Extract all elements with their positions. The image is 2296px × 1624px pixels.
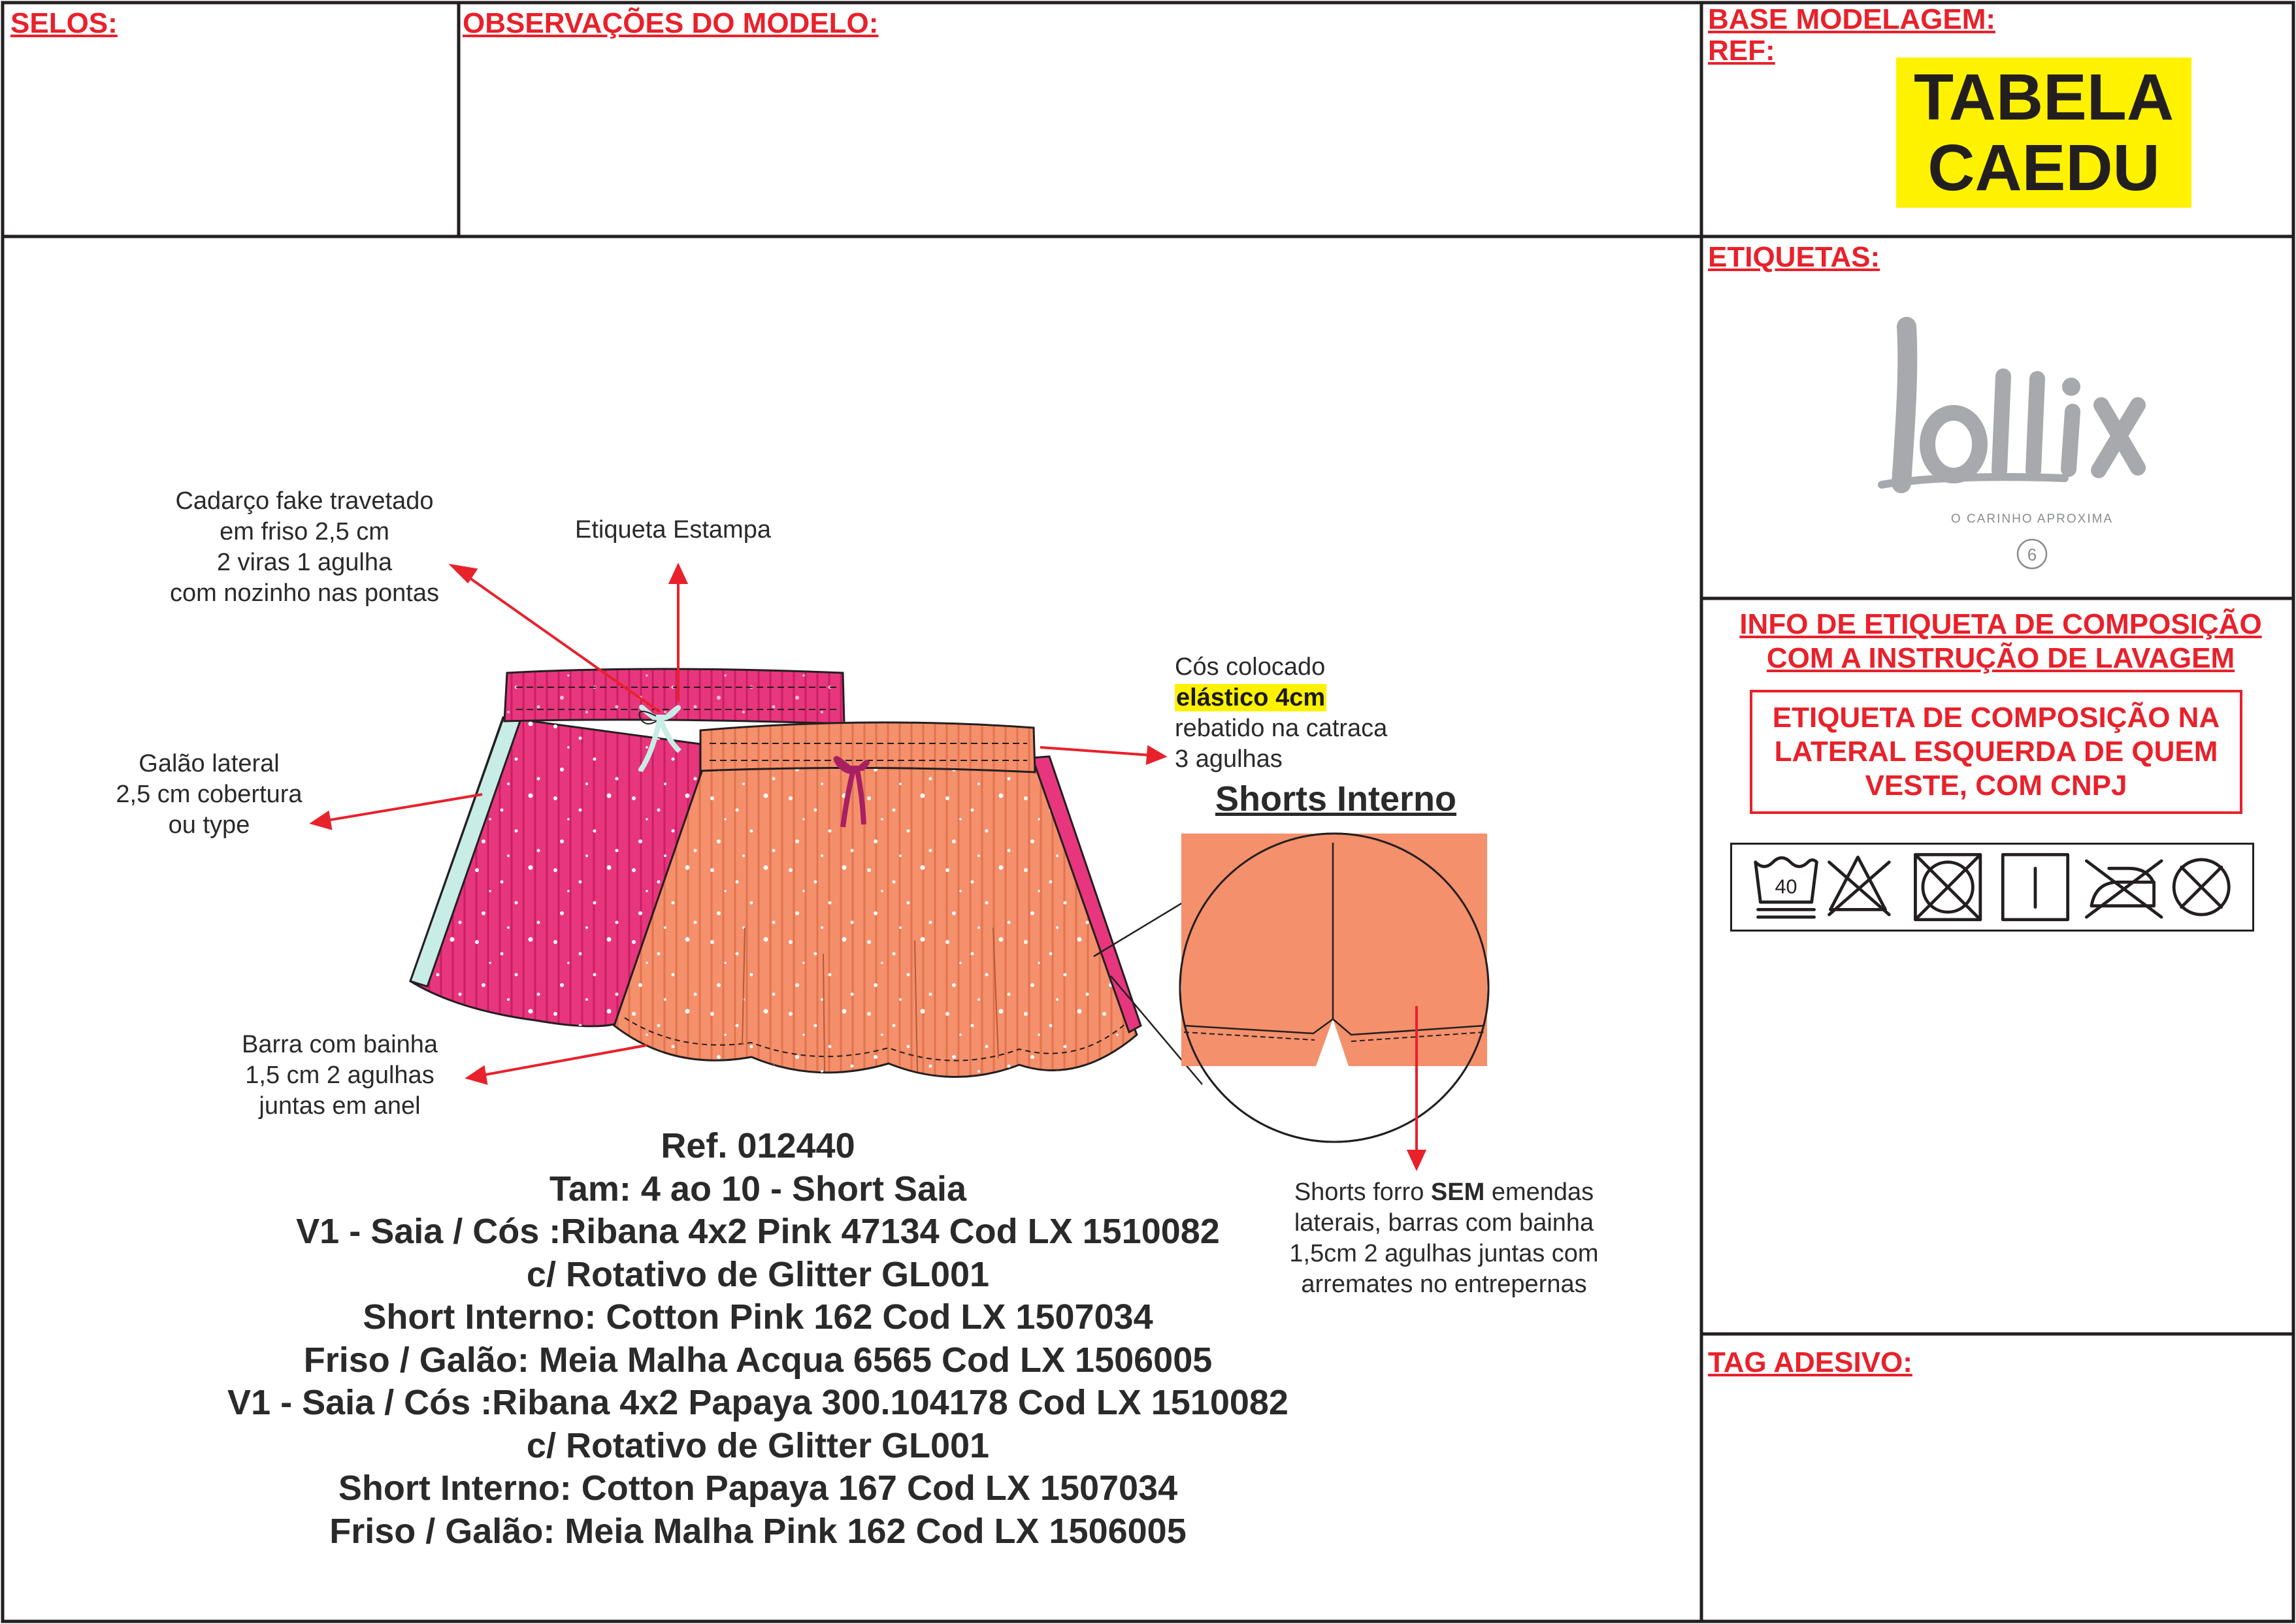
spec-line: V1 - Saia / Cós :Ribana 4x2 Pink 47134 Cod LX 1510082 [296, 1212, 1220, 1251]
cos-line-1: Cós colocado [1175, 653, 1326, 681]
barra-note [209, 1030, 470, 1122]
logo-size: 6 [2027, 545, 2037, 564]
cos-note [1175, 652, 1387, 775]
galao-line-2: 2,5 cm cobertura [116, 781, 303, 808]
cos-highlight: elástico 4cm [1176, 684, 1326, 711]
galao-note [78, 749, 340, 841]
shorts-forro-line-2: laterais, barras com bainha [1294, 1209, 1594, 1237]
barra-line-3: juntas em anel [259, 1092, 421, 1120]
etiquetas-label: ETIQUETAS: [1708, 241, 1880, 273]
tag-adesivo-label: TAG ADESIVO: [1708, 1346, 1912, 1378]
cadarco-line-4: com nozinho nas pontas [170, 579, 439, 607]
spec-line: Friso / Galão: Meia Malha Pink 162 Cod LX 1506005 [329, 1511, 1187, 1551]
spec-line: Friso / Galão: Meia Malha Acqua 6565 Cod LX 1506005 [303, 1340, 1213, 1380]
spec-tam: Tam: 4 ao 10 - Short Saia [549, 1169, 967, 1209]
ref-label: REF: [1708, 35, 1775, 67]
spec-line: Short Interno: Cotton Pink 162 Cod LX 1507034 [363, 1297, 1153, 1337]
info-title-line-1: INFO DE ETIQUETA DE COMPOSIÇÃO [1739, 608, 2262, 640]
logo-tagline: O CARINHO APROXIMA [1950, 512, 2114, 526]
spec-line: c/ Rotativo de Glitter GL001 [526, 1254, 990, 1294]
observacoes-label: OBSERVAÇÕES DO MODELO: [463, 7, 879, 39]
barra-line-2: 1,5 cm 2 agulhas [245, 1062, 435, 1089]
spec-line: c/ Rotativo de Glitter GL001 [526, 1425, 990, 1465]
spec-ref: Ref. 012440 [661, 1126, 855, 1165]
cadarco-line-1: Cadarço fake travetado [175, 487, 434, 515]
cadarco-line-2: em friso 2,5 cm [220, 518, 389, 545]
galao-line-3: ou type [168, 811, 250, 839]
shorts-forro-pre: Shorts forro [1294, 1178, 1431, 1206]
tabela-line-2: CAEDU [1927, 131, 2160, 204]
shorts-forro-line-3: 1,5cm 2 agulhas juntas com [1289, 1240, 1599, 1267]
info-title-line-2: COM A INSTRUÇÃO DE LAVAGEM [1766, 642, 2235, 674]
cos-line-4: 3 agulhas [1175, 745, 1283, 773]
cadarco-note [128, 486, 481, 609]
galao-line-1: Galão lateral [139, 750, 280, 777]
etiqueta-estampa-note: Etiqueta Estampa [575, 516, 771, 544]
spec-line: V1 - Saia / Cós :Ribana 4x2 Papaya 300.104178 Cod LX 1510082 [227, 1383, 1288, 1422]
tabela-line-1: TABELA [1913, 61, 2174, 134]
base-modelagem-label: BASE MODELAGEM: [1708, 3, 1995, 35]
cadarco-line-3: 2 viras 1 agulha [216, 549, 393, 576]
shorts-forro-bold: SEM [1430, 1178, 1485, 1206]
shorts-interno-title: Shorts Interno [1215, 779, 1457, 819]
shorts-forro-line-4: arremates no entrepernas [1301, 1271, 1587, 1298]
cos-line-3: rebatido na catraca [1175, 715, 1388, 742]
spec-line: Short Interno: Cotton Papaya 167 Cod LX 1507034 [338, 1469, 1178, 1508]
composicao-line-1: ETIQUETA DE COMPOSIÇÃO NA [1772, 702, 2220, 734]
composicao-line-2: LATERAL ESQUERDA DE QUEM [1774, 736, 2218, 768]
shorts-interno-detail [1094, 834, 1488, 1142]
shorts-forro-post: emendas [1484, 1178, 1594, 1206]
composicao-line-3: VESTE, COM CNPJ [1865, 770, 2127, 802]
spec-block [105, 1125, 1411, 1553]
selos-label: SELOS: [10, 7, 118, 39]
svg-text:40: 40 [1775, 875, 1797, 898]
barra-line-1: Barra com bainha [242, 1031, 438, 1058]
